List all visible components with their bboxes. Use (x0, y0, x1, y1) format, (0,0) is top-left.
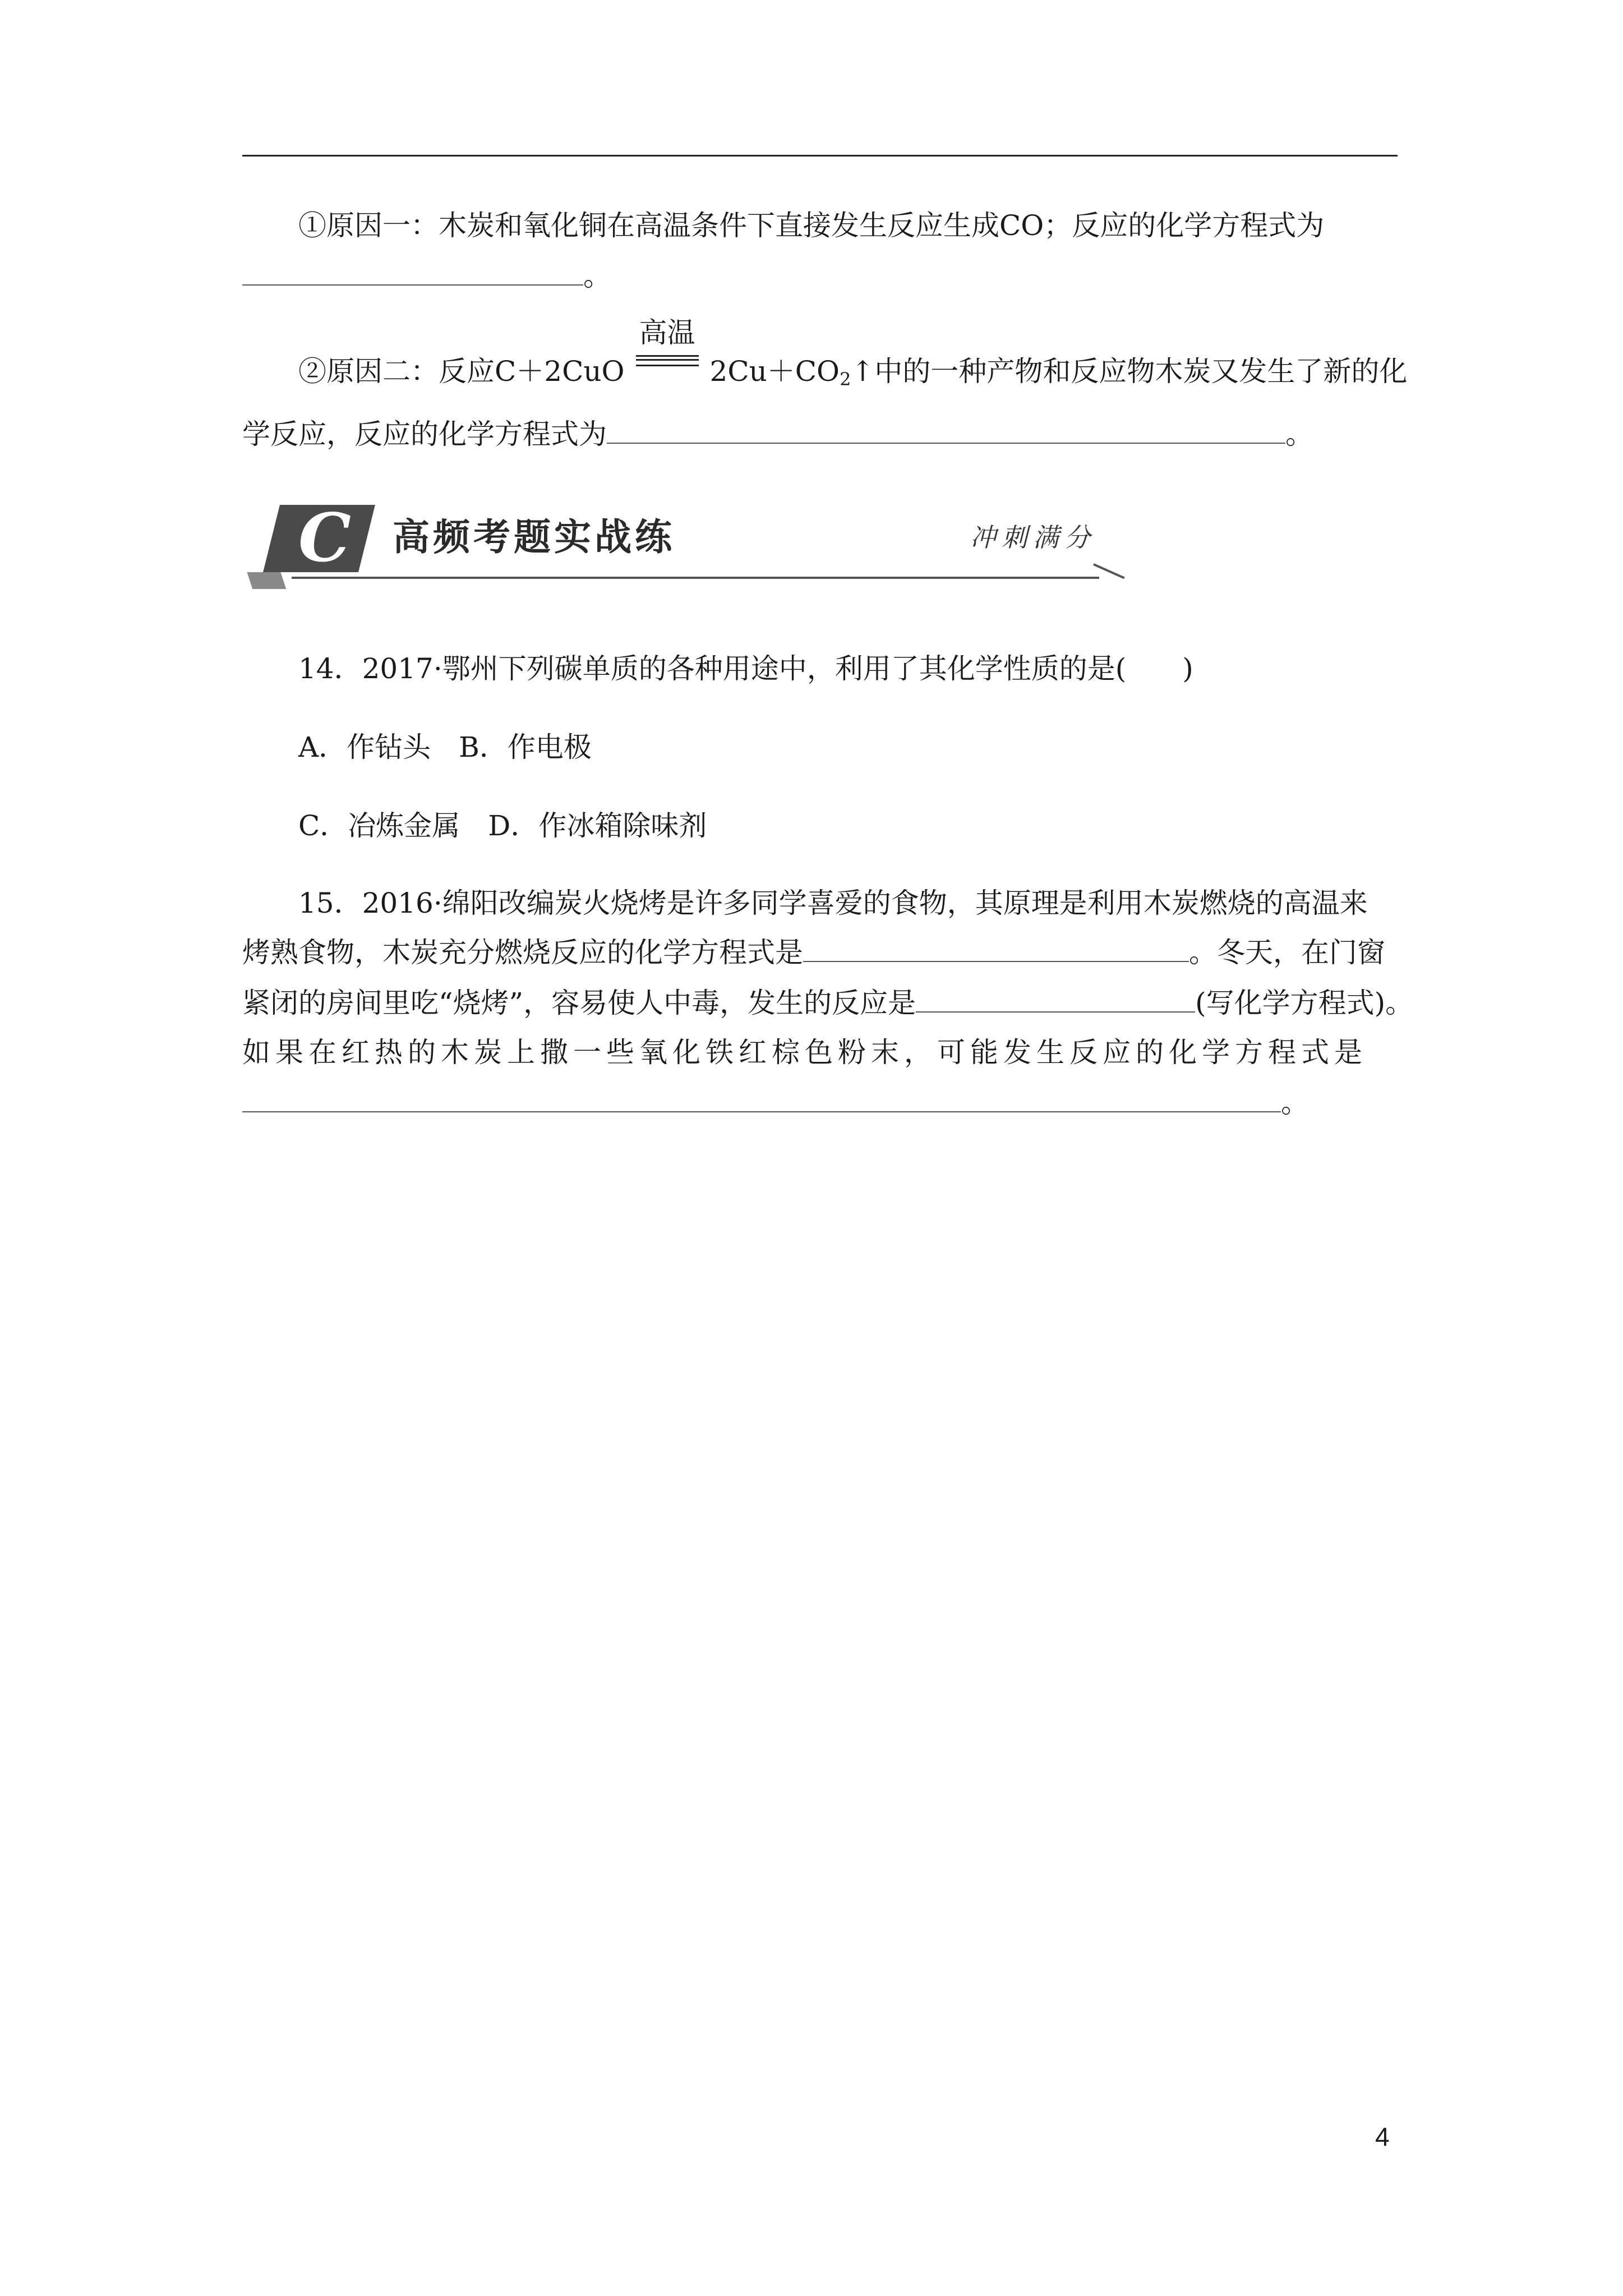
equals-sign (636, 355, 699, 366)
reason1-text: ①原因一：木炭和氧化铜在高温条件下直接发生反应生成CO；反应的化学方程式为 (298, 209, 1325, 242)
header-rule (242, 155, 1398, 157)
banner-underline (292, 577, 1099, 579)
q15-line5: 。 (242, 1068, 1398, 1138)
banner-letter: C (298, 499, 351, 577)
answer-blank[interactable] (607, 415, 1285, 444)
reaction-condition: 高温 (639, 316, 695, 349)
reason2-line2-text: 学反应，反应的化学方程式为 (242, 418, 607, 450)
page-number: 4 (1375, 2122, 1390, 2151)
answer-blank[interactable] (803, 933, 1189, 962)
q14-options-cd: C．冶炼金属 D．作冰箱除味剂 (298, 809, 707, 842)
subscript: 2 (840, 369, 851, 390)
reaction-condition-arrow (634, 316, 701, 381)
answer-blank[interactable] (242, 1083, 1281, 1112)
q14-stem (242, 634, 1454, 703)
q14-options-2 (242, 791, 1454, 861)
reason2-prefix: ②原因二：反应C＋2CuO (298, 355, 625, 388)
q15-line4: 如果在红热的木炭上撒一些氧化铁红棕色粉末，可能发生反应的化学方程式是 (242, 1036, 1367, 1069)
q15-line2: 烤熟食物，木炭充分燃烧反应的化学方程式是 。冬天，在门窗 (242, 918, 1398, 987)
answer-blank[interactable] (916, 983, 1195, 1013)
q14-options-ab: A．作钻头 B．作电极 (298, 731, 592, 763)
reason1-answer-line: 。 (242, 241, 1398, 311)
banner-title: 高频考题实战练 (393, 516, 675, 559)
reason2-line2: 学反应，反应的化学方程式为 。 (242, 399, 1398, 469)
q14-options-1 (242, 712, 1454, 782)
answer-blank[interactable] (242, 256, 583, 286)
reason2-product: 2Cu＋CO (709, 355, 840, 388)
banner-subtitle: 冲刺满分 (970, 522, 1096, 553)
q15-line3: 紧闭的房间里吃“烧烤”，容易使人中毒，发生的反应是 (写化学方程式)。 (242, 968, 1398, 1038)
q15-line1-text: 15．2016·绵阳改编炭火烧烤是许多同学喜爱的食物，其原理是利用木炭燃烧的高温来 (298, 887, 1368, 919)
q14-stem-text: 14．2017·鄂州下列碳单质的各种用途中，利用了其化学性质的是( ) (298, 652, 1193, 685)
section-banner (258, 494, 1133, 595)
reason2-suffix: ↑中的一种产物和反应物木炭又发生了新的化 (851, 355, 1408, 388)
